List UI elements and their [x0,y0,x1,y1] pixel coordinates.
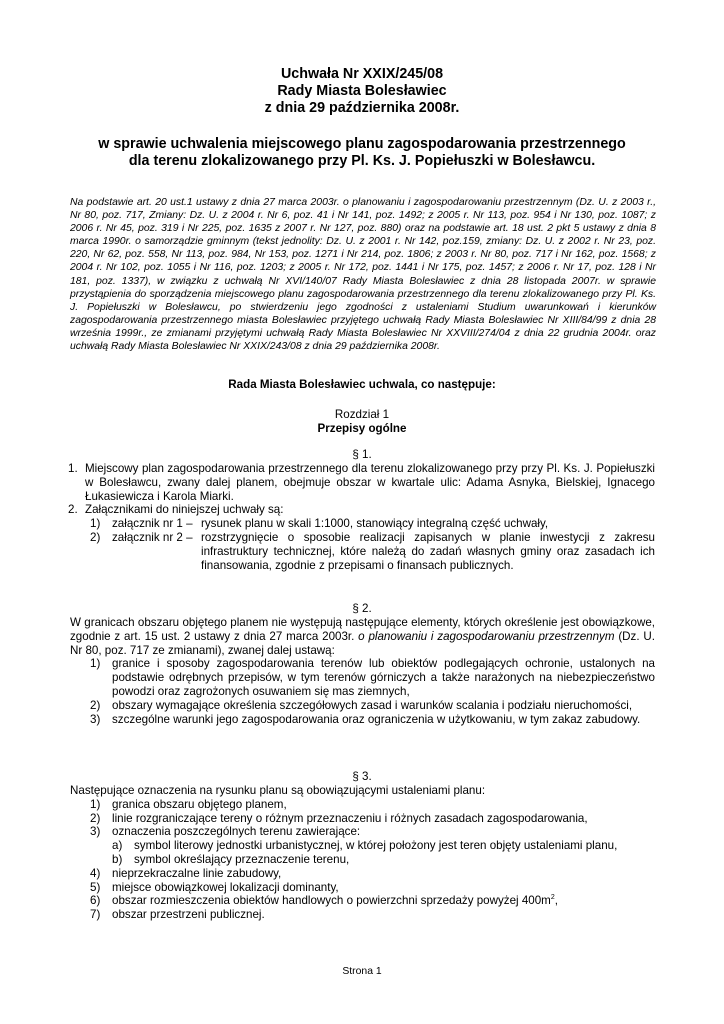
section-3-body [70,784,655,922]
item-number: 1) [90,517,101,531]
resolution-subject [0,136,724,170]
list-item [70,812,655,826]
item-number: 5) [90,880,101,894]
item-number: 3) [90,712,101,726]
section-3-intro: Następujące oznaczenia na rysunku planu są obowiązującymi ustaleniami planu: [70,784,486,797]
item-number: 1) [90,797,101,811]
item-number: 1. [68,462,78,475]
item-number: 2. [68,503,78,517]
item-text: obszar rozmieszczenia obiektów handlowych o powierzchni sprzedaży powyżej 400m [112,894,551,908]
chapter-heading [0,408,724,436]
page-number: Strona 1 [342,966,382,977]
list-item [70,825,655,839]
item-text: linie rozgraniczające tereny o różnym przeznaczeniu i różnych zasadach zagospodarowania, [112,811,588,825]
section-2-intro [70,616,655,657]
item-text: granice i sposoby zagospodarowania terenów lub obiektów podlegających ochronie, ustalonych na podstawie odrębnych przepisów, w tym terenów górniczych a także narażonych na niebezpieczeństwo powodzi oraz zagrożonych osuwaniem się mas ziemnych, [112,657,655,698]
item-number: 4) [90,866,101,880]
item-text: rysunek planu w skali 1:1000, stanowiący integralną część uchwały, [201,517,549,531]
item-number: 6) [90,894,101,908]
section-3-heading: § 3. [352,770,372,783]
item-text: symbol określający przeznaczenie terenu, [134,852,350,866]
item-number: 2) [90,530,101,544]
subject-line-1: w sprawie uchwalenia miejscowego planu zagospodarowania przestrzennego [98,136,626,152]
section-1-heading: § 1. [352,448,372,461]
resolves-statement: Rada Miasta Bolesławiec uchwala, co następuje: [228,378,496,391]
act-title: o planowaniu i zagospodarowaniu przestrzennym [358,629,615,643]
chapter-title: Przepisy ogólne [317,422,407,435]
list-item [70,908,655,922]
list-item [70,867,655,881]
item-text: obszary wymagające określenia szczegółowych zasad i warunków scalania i podziału nieruchomości, [112,698,633,712]
list-item [70,798,655,812]
item-text: symbol literowy jednostki urbanistycznej, w której położony jest teren objęty ustaleniami planu, [134,839,618,853]
section-1-body [70,462,655,572]
list-item [70,657,655,698]
item-text: oznaczenia poszczególnych terenu zawierające: [112,825,361,839]
chapter-label: Rozdział 1 [334,408,390,421]
list-item [70,699,655,713]
resolution-title [0,66,724,117]
item-number: 2) [90,811,101,825]
list-item [70,713,655,727]
intro-text-tail: (Dz. U. Nr 80, poz. 717 ze zmianami), zwanej dalej ustawą: [70,629,655,657]
item-number: 7) [90,908,101,922]
title-line-2: Rady Miasta Bolesławiec [277,83,447,99]
attachment-label: załącznik nr 2 – [112,530,193,544]
item-letter: a) [112,839,123,853]
title-line-1: Uchwała Nr XXIX/245/08 [280,66,444,82]
sub-list-item [70,853,655,867]
item-text: Załącznikami do niniejszej uchwały są: [85,503,284,517]
item-text: nieprzekraczalne linie zabudowy, [112,866,282,880]
subject-line-2: dla terenu zlokalizowanego przy Pl. Ks. J. Popiełuszki w Bolesławcu. [128,153,596,169]
attachment-item [70,531,655,572]
legal-basis-preamble: Na podstawie art. 20 ust.1 ustawy z dnia 27 marca 2003r. o planowaniu i zagospodarowaniu przestrzennym (Dz. U. z 2003 r., Nr 80, poz. 717, Zmiany: Dz. U. z 2004 r. Nr 6, poz. 41 i Nr 141, poz. 1492; z 2005 r. Nr 113, poz. 954 i Nr 130, poz. 1087; z 2006 r. Nr 45, poz. 319 i Nr 225, poz. 1635 z 2007 r. Nr 127, poz. 880) oraz na podstawie art. 18 ust. 2 pkt 5 ustawy z dnia 8 marca 1990r. o samorządzie gminnym (tekst jednolity: Dz. U. z 2001 r. Nr 142, poz.159, zmiany: Dz. U. z 2002 r. Nr 23, poz. 220, Nr 62, poz. 558, Nr 113, poz. 984, Nr 153, poz. 1271 i Nr 214, poz. 1806; z 2003 r. Nr 80, poz. 717 i Nr 162, poz. 1568; z 2004 r. Nr 102, poz. 1055 i Nr 116, poz. 1203; z 2005 r. Nr 172, poz. 1441 i Nr 175, poz. 1457; z 2006 r. Nr 17, poz. 128 i Nr 181, poz. 1337), w związku z uchwałą Nr XVI/140/07 Rady Miasta Bolesławiec z dnia 28 listopada 2007r. w sprawie przystąpienia do sporządzenia miejscowego planu zagospodarowania przestrzennego dla terenu zlokalizowanego przy Pl. Ks. J. Popiełuszki w Bolesławcu, po stwierdzeniu jego zgodności z ustaleniami Studium uwarunkowań i kierunków zagospodarowania przestrzennego miasta Bolesławiec przyjętego uchwałą Rady Miasta Bolesławiec Nr XIII/84/99 z dnia 28 września 1999r., ze zmianami przyjętymi uchwałą Rady Miasta Bolesławiec Nr XXVIII/274/04 z dnia 22 grudnia 2004r. oraz uchwałą Rady Miasta Bolesławiec Nr XXIX/243/08 z dnia 29 października 2008r. [70,197,656,353]
list-item [70,894,655,908]
list-item [70,462,655,503]
list-item [70,881,655,895]
item-number: 3) [90,825,101,839]
title-line-3: z dnia 29 października 2008r. [264,100,460,116]
item-text: obszar przestrzeni publicznej. [112,908,265,922]
sub-list-item [70,839,655,853]
section-2-body [70,616,655,726]
item-text: rozstrzygnięcie o sposobie realizacji zapisanych w planie inwestycji z zakresu infrastruktury technicznej, które należą do zadań własnych gminy oraz zasadach ich finansowania, zgodnie z przepisami o finansach publicznych. [201,530,655,572]
attachment-label: załącznik nr 1 – [112,517,193,531]
item-text-tail: , [554,894,558,908]
item-text: szczególne warunki jego zagospodarowania oraz ograniczenia w użytkowaniu, w tym zakaz zabudowy. [112,712,641,726]
superscript: 2 [550,894,555,902]
item-text: granica obszaru objętego planem, [112,797,287,811]
item-letter: b) [112,852,123,866]
intro-text: W granicach obszaru objętego planem nie występują następujące elementy, których określenie jest obowiązkowe, zgodnie z art. 15 ust. 2 ustawy z dnia 27 marca 2003r. [70,616,655,643]
attachment-item [70,517,655,531]
item-text: miejsce obowiązkowej lokalizacji dominanty, [112,880,339,894]
item-number: 2) [90,698,101,712]
item-number: 1) [90,657,101,671]
section-2-heading: § 2. [352,602,372,615]
item-text: Miejscowy plan zagospodarowania przestrzennego dla terenu zlokalizowanego przy przy Pl. Ks. J. Popiełuszki w Bolesławcu, zwany dalej planem, obejmuje obszar w kwartale ulic: Adama Asnyka, Bielskiej, Ignacego Łukasiewicza i Karola Miarki. [85,462,655,503]
list-item [70,503,655,517]
